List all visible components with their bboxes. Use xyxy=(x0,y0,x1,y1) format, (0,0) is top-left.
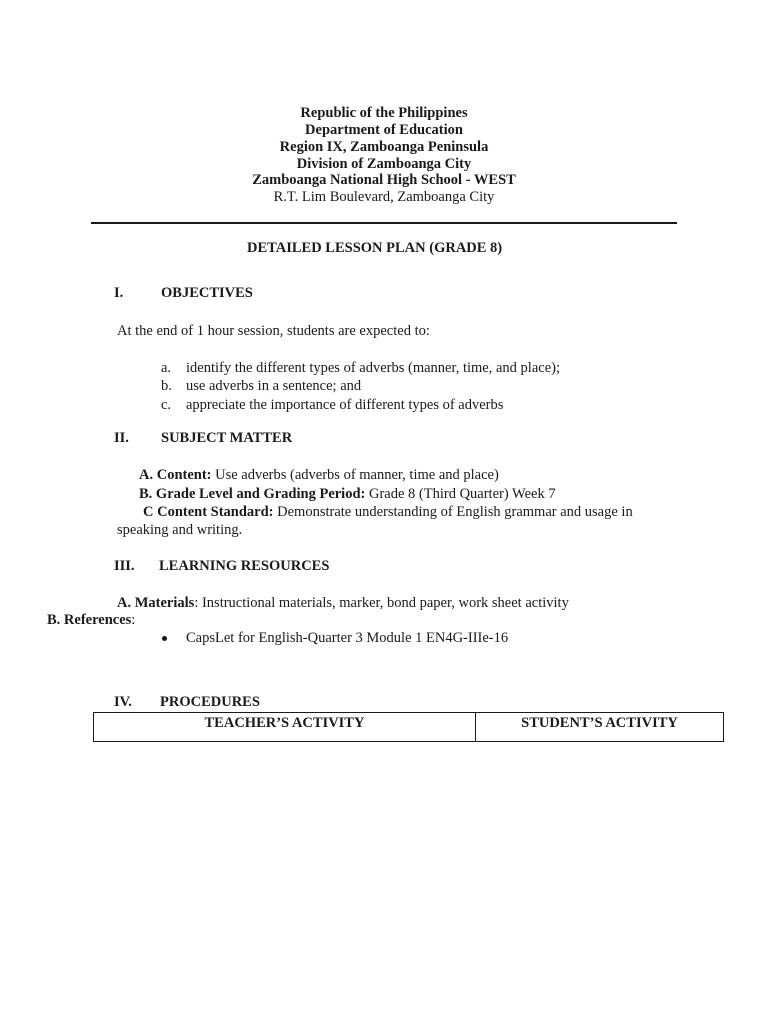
header-division: Division of Zamboanga City xyxy=(296,156,472,172)
procedures-table xyxy=(93,712,724,742)
content-standard-line xyxy=(143,504,633,521)
objective-item: appreciate the importance of different types of adverbs xyxy=(186,397,504,413)
bullet-icon xyxy=(162,636,167,641)
header-department: Department of Education xyxy=(305,122,463,138)
materials-value: : Instructional materials, marker, bond paper, work sheet activity xyxy=(194,595,569,611)
section-heading-learning-resources: LEARNING RESOURCES xyxy=(159,558,330,574)
references-line xyxy=(47,612,135,629)
reference-item: CapsLet for English-Quarter 3 Module 1 EN4G-IIIe-16 xyxy=(186,630,509,646)
objectives-intro: At the end of 1 hour session, students are expected to: xyxy=(117,323,430,339)
grade-level-line xyxy=(139,486,556,503)
materials-label: A. Materials xyxy=(117,595,195,611)
section-heading-objectives: OBJECTIVES xyxy=(161,285,253,301)
section-number-objectives: I. xyxy=(114,285,124,301)
content-label: A. Content: xyxy=(139,467,212,483)
content-value: Use adverbs (adverbs of manner, time and place) xyxy=(211,467,499,483)
objective-marker: a. xyxy=(161,360,172,376)
section-number-subject-matter: II. xyxy=(114,430,129,446)
header-region: Region IX, Zamboanga Peninsula xyxy=(279,139,489,155)
teacher-activity-header: TEACHER’S ACTIVITY xyxy=(94,713,476,742)
section-number-learning-resources: III. xyxy=(114,558,135,574)
table-header-row xyxy=(94,713,724,742)
content-standard-continuation: speaking and writing. xyxy=(117,522,243,538)
header-address: R.T. Lim Boulevard, Zamboanga City xyxy=(273,189,495,205)
section-heading-subject-matter: SUBJECT MATTER xyxy=(161,430,293,446)
objective-marker: b. xyxy=(161,378,172,394)
objective-item: use adverbs in a sentence; and xyxy=(186,378,362,394)
grade-level-label: B. Grade Level and Grading Period: xyxy=(139,486,366,502)
header-school: Zamboanga National High School - WEST xyxy=(252,172,516,188)
content-standard-value: Demonstrate understanding of English grammar and usage in xyxy=(273,504,633,520)
grade-level-value: Grade 8 (Third Quarter) Week 7 xyxy=(365,486,556,502)
student-activity-header: STUDENT’S ACTIVITY xyxy=(476,713,724,742)
header-divider xyxy=(91,222,677,224)
references-label: B. References xyxy=(47,612,132,628)
references-colon: : xyxy=(131,612,136,628)
materials-line xyxy=(117,595,569,612)
section-number-procedures: IV. xyxy=(114,694,132,710)
content-standard-label: C Content Standard: xyxy=(143,504,274,520)
content-line xyxy=(139,467,499,484)
section-heading-procedures: PROCEDURES xyxy=(160,694,260,710)
objective-item: identify the different types of adverbs (manner, time, and place); xyxy=(186,360,560,376)
header-republic: Republic of the Philippines xyxy=(300,105,468,121)
page-title: DETAILED LESSON PLAN (GRADE 8) xyxy=(247,240,503,256)
objective-marker: c. xyxy=(161,397,172,413)
